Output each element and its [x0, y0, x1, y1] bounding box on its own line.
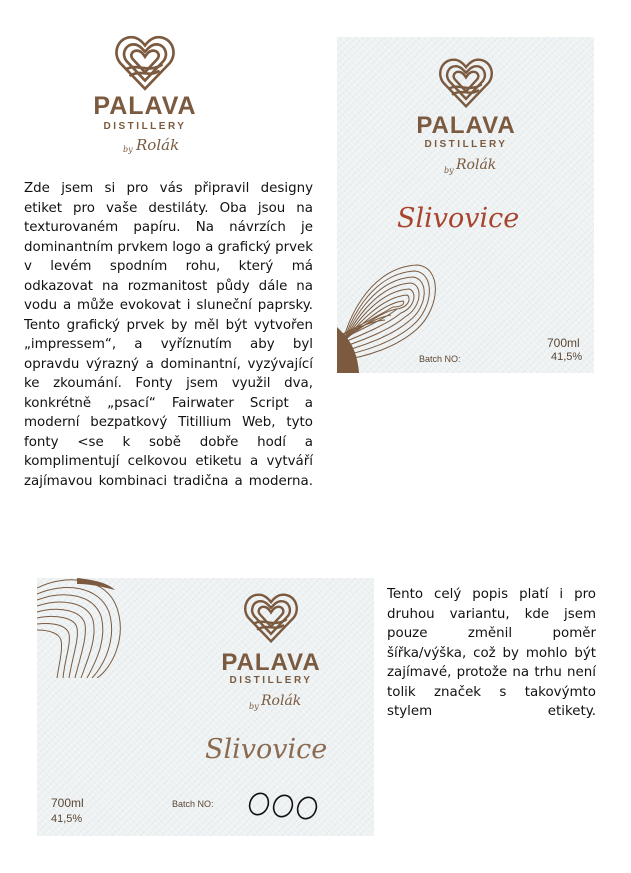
heart-logo-icon	[114, 32, 176, 94]
label-1-brand-subtitle: DISTILLERY	[424, 139, 508, 150]
label-2-brand-name: PALAVA	[221, 649, 321, 676]
label-1-by: by	[444, 166, 454, 175]
heart-logo-icon	[438, 55, 494, 111]
label-1-batch: Batch NO:	[419, 354, 461, 364]
label-1-product-name: Slivovice	[397, 203, 520, 234]
label-1-signature: Rolák	[456, 157, 497, 173]
batch-number-circles-icon	[242, 788, 322, 824]
brand-subtitle: DISTILLERY	[103, 121, 187, 132]
label-2-batch: Batch NO:	[172, 799, 214, 809]
brand-signature: Rolák	[136, 136, 180, 154]
label-2-abv: 41,5%	[51, 813, 83, 825]
label-design-1	[337, 37, 594, 373]
label-2-signature: Rolák	[261, 693, 302, 709]
label-1-brand-name: PALAVA	[416, 112, 516, 139]
header-logo	[70, 32, 220, 167]
label-1-volume: 700ml	[547, 336, 580, 350]
label-2-product-name: Slivovice	[205, 734, 328, 765]
label-2-by: by	[249, 702, 259, 711]
description-text-1: Zde jsem si pro vás připravil designy etiket pro vaše destiláty. Oba jsou na texturovaném papíru. Na návrzích je dominantním prvkem logo a grafický prvek v levém spodním rohu, který má odkazovat na rozmanitost půdy dále na vodu a může evokovat i sluneční paprsky. Tento grafický prvek by měl být vytvořen „impressem“, a vyříznutím aby byl opravdu výrazný a dominantní, vyzývající ke zkoumání. Fonty jsem využil dva, konkrétně „psací“ Fairwater Script a moderní bezpatkový Titillium Web, tyto fonty <se k sobě dobře hodí a komplimentují celkovou etiketu a vytváří zajímavou kombinaci tradična a moderna.	[24, 181, 313, 489]
label-design-2	[37, 578, 374, 836]
description-text-2: Tento celý popis platí i pro druhou variantu, kde jsem pouze změnil poměr šířka/výška, což by mohlo být zajímavé, protože na trhu není tolik značek s takovýmto stylem etikety.	[387, 587, 596, 719]
heart-logo-icon	[243, 590, 299, 646]
label-1-abv: 41,5%	[551, 351, 583, 363]
label-2-brand-subtitle: DISTILLERY	[229, 675, 313, 686]
brand-name: PALAVA	[93, 92, 197, 120]
label-2-volume: 700ml	[51, 796, 84, 810]
contour-graphic-icon	[37, 578, 132, 678]
brand-by: by	[123, 145, 133, 154]
